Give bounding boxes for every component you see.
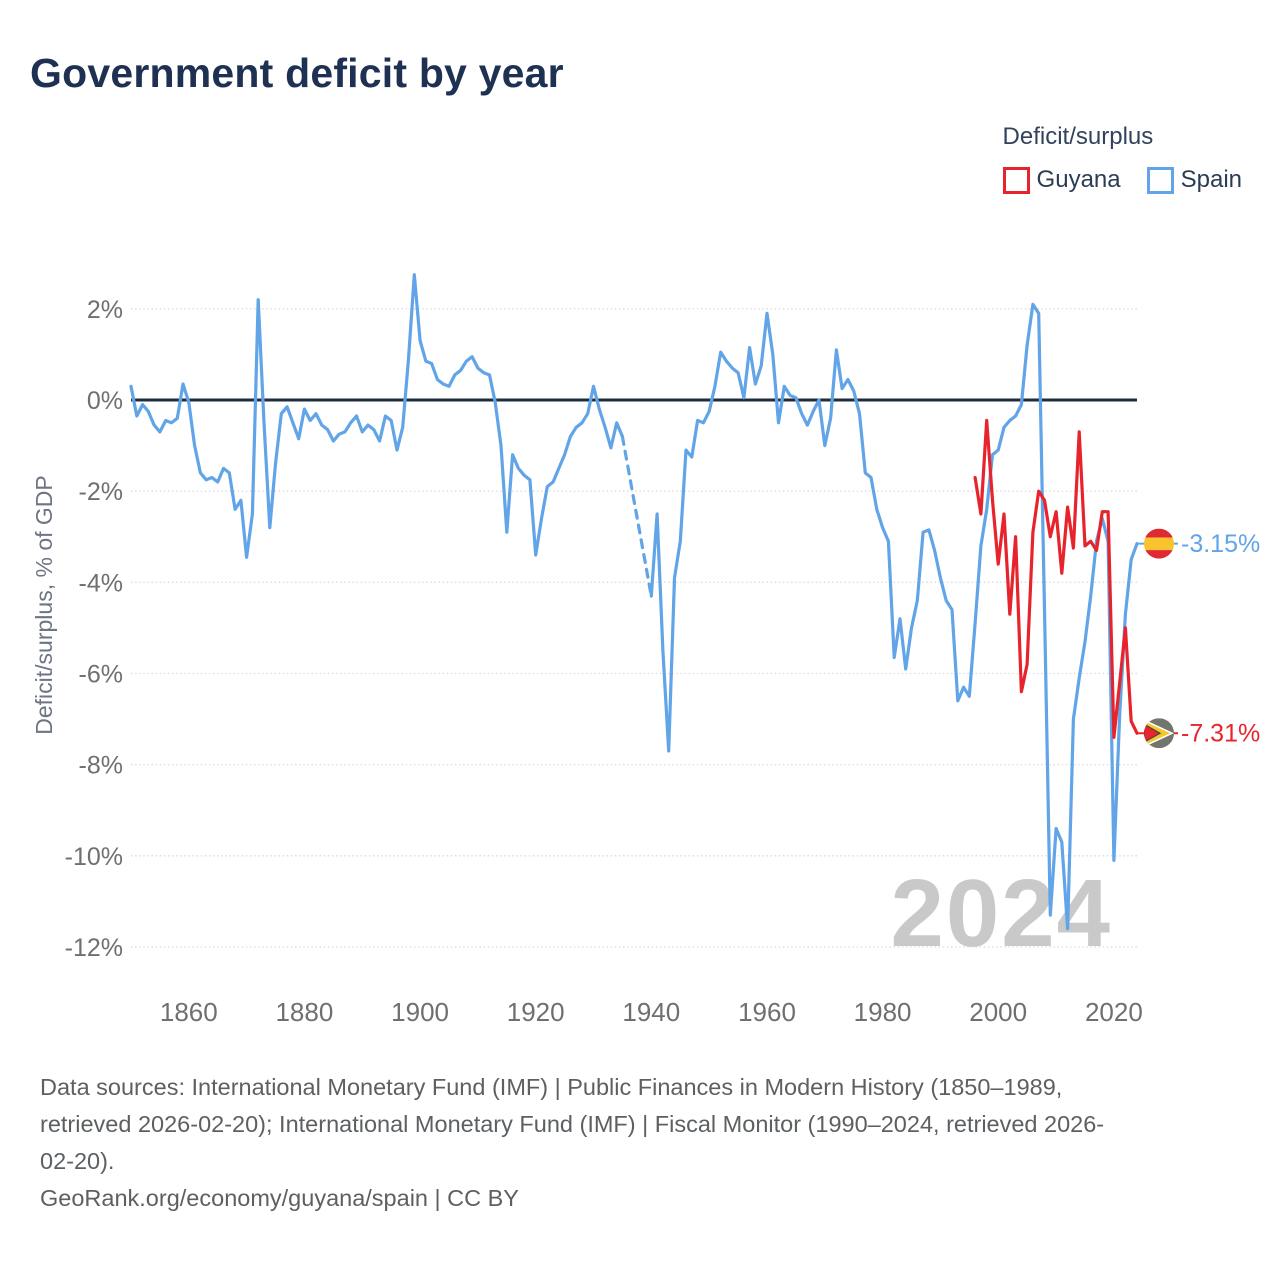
spain-series-line-gap[interactable] <box>622 437 651 597</box>
x-tick-label: 2000 <box>969 997 1028 1027</box>
y-axis-title: Deficit/surplus, % of GDP <box>31 475 57 735</box>
guyana-series-line[interactable] <box>975 421 1137 738</box>
y-tick-label: -10% <box>64 842 123 871</box>
data-sources-line: Data sources: International Monetary Fund (IMF) | Public Finances in Modern History (1850–1989, <box>40 1074 1063 1100</box>
legend-title: Deficit/surplus <box>1002 123 1154 150</box>
spain-series-line[interactable] <box>651 304 1137 928</box>
y-tick-label: 0% <box>86 387 123 415</box>
x-tick-label: 1980 <box>853 997 912 1027</box>
y-tick-label: -12% <box>64 934 123 962</box>
x-tick-label: 2020 <box>1084 997 1143 1027</box>
y-tick-label: 2% <box>86 295 123 324</box>
page-title: Government deficit by year <box>30 50 564 96</box>
legend-label-spain: Spain <box>1180 166 1242 193</box>
spain-end-value-label: -3.15% <box>1181 530 1261 559</box>
spain-series-line[interactable] <box>131 275 622 558</box>
x-tick-label: 1900 <box>391 997 450 1027</box>
x-tick-label: 1940 <box>622 997 681 1027</box>
x-tick-label: 1920 <box>506 997 565 1027</box>
footer <box>40 1069 1104 1217</box>
y-tick-label: -6% <box>78 660 123 689</box>
guyana-end-value-label: -7.31% <box>1181 719 1261 748</box>
y-tick-label: -4% <box>78 569 123 598</box>
x-tick-label: 1860 <box>159 997 218 1027</box>
attribution-link[interactable]: GeoRank.org/economy/guyana/spain | CC BY <box>40 1185 519 1211</box>
spain-flag-icon <box>1144 529 1174 559</box>
legend-label-guyana: Guyana <box>1036 166 1121 193</box>
data-sources-line: retrieved 2026-02-20); International Monetary Fund (IMF) | Fiscal Monitor (1990–2024, retrieved 2026- <box>40 1111 1105 1137</box>
x-tick-label: 1960 <box>738 997 796 1027</box>
x-tick-label: 1880 <box>275 997 334 1027</box>
y-tick-label: -8% <box>78 751 123 780</box>
y-tick-label: -2% <box>78 478 123 507</box>
data-sources-line: 02-20). <box>40 1148 115 1174</box>
guyana-flag-icon <box>1144 718 1174 748</box>
watermark-year: 2024 <box>890 860 1112 967</box>
